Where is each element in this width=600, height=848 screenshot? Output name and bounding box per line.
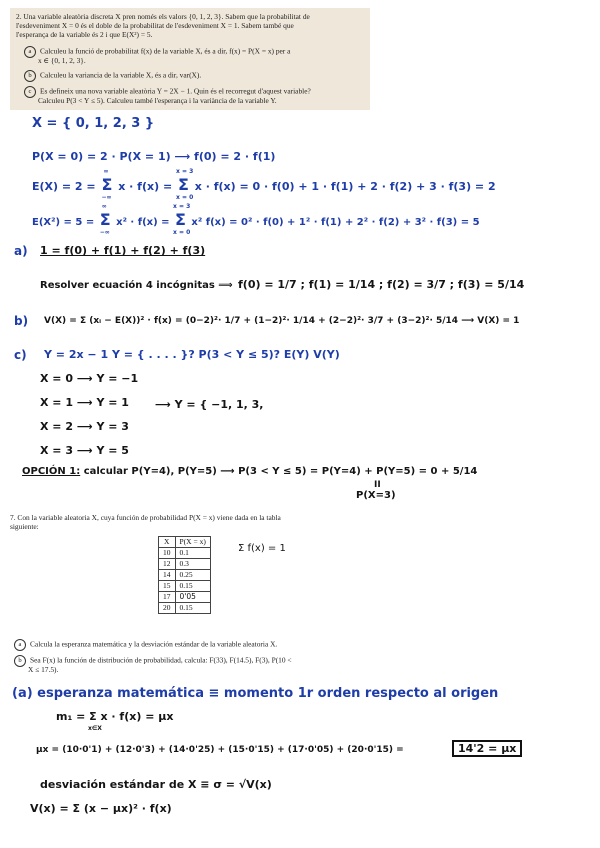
map-x0: X = 0 ⟶ Y = −1: [40, 372, 139, 385]
table-row: [159, 559, 211, 570]
part-c-bullet: c: [24, 86, 36, 98]
table-row: [159, 570, 211, 581]
solution-2c-label: c): [14, 348, 27, 362]
second-moment-left: E(X²) = 5 =: [32, 217, 98, 228]
table-row: [159, 603, 211, 614]
solve-system-text: Resolver ecuación 4 incógnitas ⟹: [40, 280, 233, 291]
expectation-sum: x · f(x) = 0 · f(0) + 1 · f(1) + 2 · f(2) + 3 · f(3) = 2: [194, 180, 496, 193]
table-cell-x: 10: [159, 548, 176, 559]
problem-7-intro-line-1: 7. Con la variable aleatoria X, cuya función de probabilidad P(X = x) viene dada en la tabla: [10, 513, 281, 522]
table-row: [159, 592, 211, 603]
table-cell-x: 20: [159, 603, 176, 614]
table-row: [159, 548, 211, 559]
option-1-label: OPCIÓN 1:: [22, 466, 81, 477]
sum-1-bottom: −∞: [101, 194, 112, 201]
part-a-text-line-2: x ∈ {0, 1, 2, 3}.: [38, 56, 86, 65]
problem-7-intro-line-2: siguiente:: [10, 522, 39, 531]
p7-part-b-text-line-2: X ≤ 17.5).: [28, 665, 59, 674]
p7-part-b-bullet: b: [14, 655, 26, 667]
table-header-row: [159, 537, 211, 548]
table-row: [159, 581, 211, 592]
support-set: X = { 0, 1, 2, 3 }: [32, 116, 155, 131]
option-1-text: calcular P(Y=4), P(Y=5) ⟶ P(3 < Y ≤ 5) = P(Y=4) + P(Y=5) = 0 + 5/14: [83, 466, 478, 477]
solution-2a-label: a): [14, 244, 28, 258]
problem-2-intro-line-1: 2. Una variable aleatòria discreta X pren només els valors {0, 1, 2, 3}. Sabem que la probabilitat de: [16, 12, 310, 21]
sum-1-top: ∞: [103, 168, 109, 175]
sum-4-top: x = 3: [173, 203, 191, 210]
y-range: ⟶ Y = { −1, 1, 3,: [155, 398, 264, 411]
part-c-text-line-1: Es defineix una nova variable aleatòria Y = 2X − 1. Quin és el recorregut d'aquest variable?: [40, 86, 311, 96]
equivalence-mark: II: [374, 480, 381, 490]
mean-result: 14'2 = μx: [452, 740, 522, 757]
second-moment-mid: x² · f(x) =: [116, 217, 173, 228]
probability-table: [158, 536, 211, 614]
problem-2-intro-line-3: l'esperança de la variable és 2 i que E(X²) = 5.: [16, 30, 153, 39]
map-x3: X = 3 ⟶ Y = 5: [40, 444, 129, 457]
table-cell-x: 12: [159, 559, 176, 570]
table-cell-x: 17: [159, 592, 176, 603]
sum-symbol-2: Σ x = 3 x = 0: [176, 168, 194, 201]
first-moment: m₁ = Σ x · f(x) = μx: [56, 710, 174, 723]
y-definition: Y = 2x − 1 Y = { . . . . }? P(3 < Y ≤ 5)? E(Y) V(Y): [44, 348, 340, 361]
part-b-text: Calculeu la variancia de la variable X, és a dir, var(X).: [40, 70, 202, 80]
variance-equation: V(X) = Σ (xᵢ − E(X))² · f(x) = (0−2)²· 1/7 + (1−2)²· 1/14 + (2−2)²· 3/7 + (3−2)²· 5/14 ⟶ V(X) = 1: [44, 316, 520, 326]
sum-2-bottom: x = 0: [176, 194, 194, 201]
p7-part-a-text: Calcula la esperanza matemática y la desviación estándar de la variable aleatoria X.: [30, 639, 278, 649]
solution-2b-label: b): [14, 314, 29, 328]
sum-symbol-1: Σ ∞ −∞: [101, 168, 113, 201]
table-header-p: P(X = x): [175, 537, 210, 548]
table-cell-x: 14: [159, 570, 176, 581]
table-cell-p: 0.15: [175, 603, 210, 614]
expectation-left: E(X) = 2 =: [32, 180, 100, 193]
expectation-mid: x · f(x) =: [118, 180, 176, 193]
p0-relation: P(X = 0) = 2 · P(X = 1) ⟶ f(0) = 2 · f(1): [32, 150, 276, 163]
p7-part-b-text-line-1: Sea F(x) la función de distribución de probabilidad, calcula: F(33), F(14.5), F(3), P(10 <: [30, 655, 292, 665]
sum-4-bottom: x = 0: [173, 229, 191, 236]
second-moment-line: [32, 203, 480, 236]
table-cell-p: 0.1: [175, 548, 210, 559]
problem-7-part-a: [14, 639, 277, 651]
table-cell-x: 15: [159, 581, 176, 592]
table-cell-p: 0.3: [175, 559, 210, 570]
sum-3-top: ∞: [101, 203, 107, 210]
part-b-bullet: b: [24, 70, 36, 82]
table-cell-p: 0.25: [175, 570, 210, 581]
problem-2-statement: [10, 8, 370, 110]
problem-2-intro-line-2: l'esdeveniment X = 0 és el doble de la probabilitat de l'esdeveniment X = 1. Sabem també que: [16, 21, 294, 30]
problem-2-part-b: [24, 70, 201, 82]
expectation-line: [32, 168, 496, 201]
mean-computation: μx = (10·0'1) + (12·0'3) + (14·0'25) + (15·0'15) + (17·0'05) + (20·0'15) =: [36, 745, 404, 755]
option-1: [22, 466, 477, 477]
part-c-text-line-2: Calculeu P(3 < Y ≤ 5). Calculeu també l'esperança i la variància de la variable Y.: [38, 96, 277, 105]
sum-symbol-4: Σ x = 3 x = 0: [173, 203, 191, 236]
sum-symbol-3: Σ ∞ −∞: [99, 203, 111, 236]
table-cell-p: 0'05: [175, 592, 210, 603]
option-1-equivalent: P(X=3): [356, 490, 396, 501]
sum-3-bottom: −∞: [99, 229, 110, 236]
std-deviation-def: desviación estándar de X ≡ σ = √V(x): [40, 778, 272, 791]
map-x2: X = 2 ⟶ Y = 3: [40, 420, 129, 433]
part-a-bullet: a: [24, 46, 36, 58]
sum-probability-note: Σ f(x) = 1: [238, 543, 286, 554]
p7-part-a-bullet: a: [14, 639, 26, 651]
first-moment-sub: x∈X: [88, 725, 102, 732]
table-cell-p: 0.15: [175, 581, 210, 592]
normalization-equation: 1 = f(0) + f(1) + f(2) + f(3): [40, 244, 206, 257]
solution-7a-heading: (a) esperanza matemática ≡ momento 1r orden respecto al origen: [12, 686, 499, 701]
map-x1: X = 1 ⟶ Y = 1: [40, 396, 129, 409]
probability-solution: f(0) = 1/7 ; f(1) = 1/14 ; f(2) = 3/7 ; f(3) = 5/14: [238, 278, 525, 291]
variance-def: V(x) = Σ (x − μx)² · f(x): [30, 802, 172, 815]
sum-2-top: x = 3: [176, 168, 194, 175]
part-a-text-line-1: Calculeu la funció de probabilitat f(x) de la variable X, és a dir, f(x) = P(X = x) per a: [40, 46, 291, 56]
second-moment-sum: x² f(x) = 0² · f(0) + 1² · f(1) + 2² · f(2) + 3² · f(3) = 5: [191, 217, 480, 228]
table-header-x: X: [159, 537, 176, 548]
